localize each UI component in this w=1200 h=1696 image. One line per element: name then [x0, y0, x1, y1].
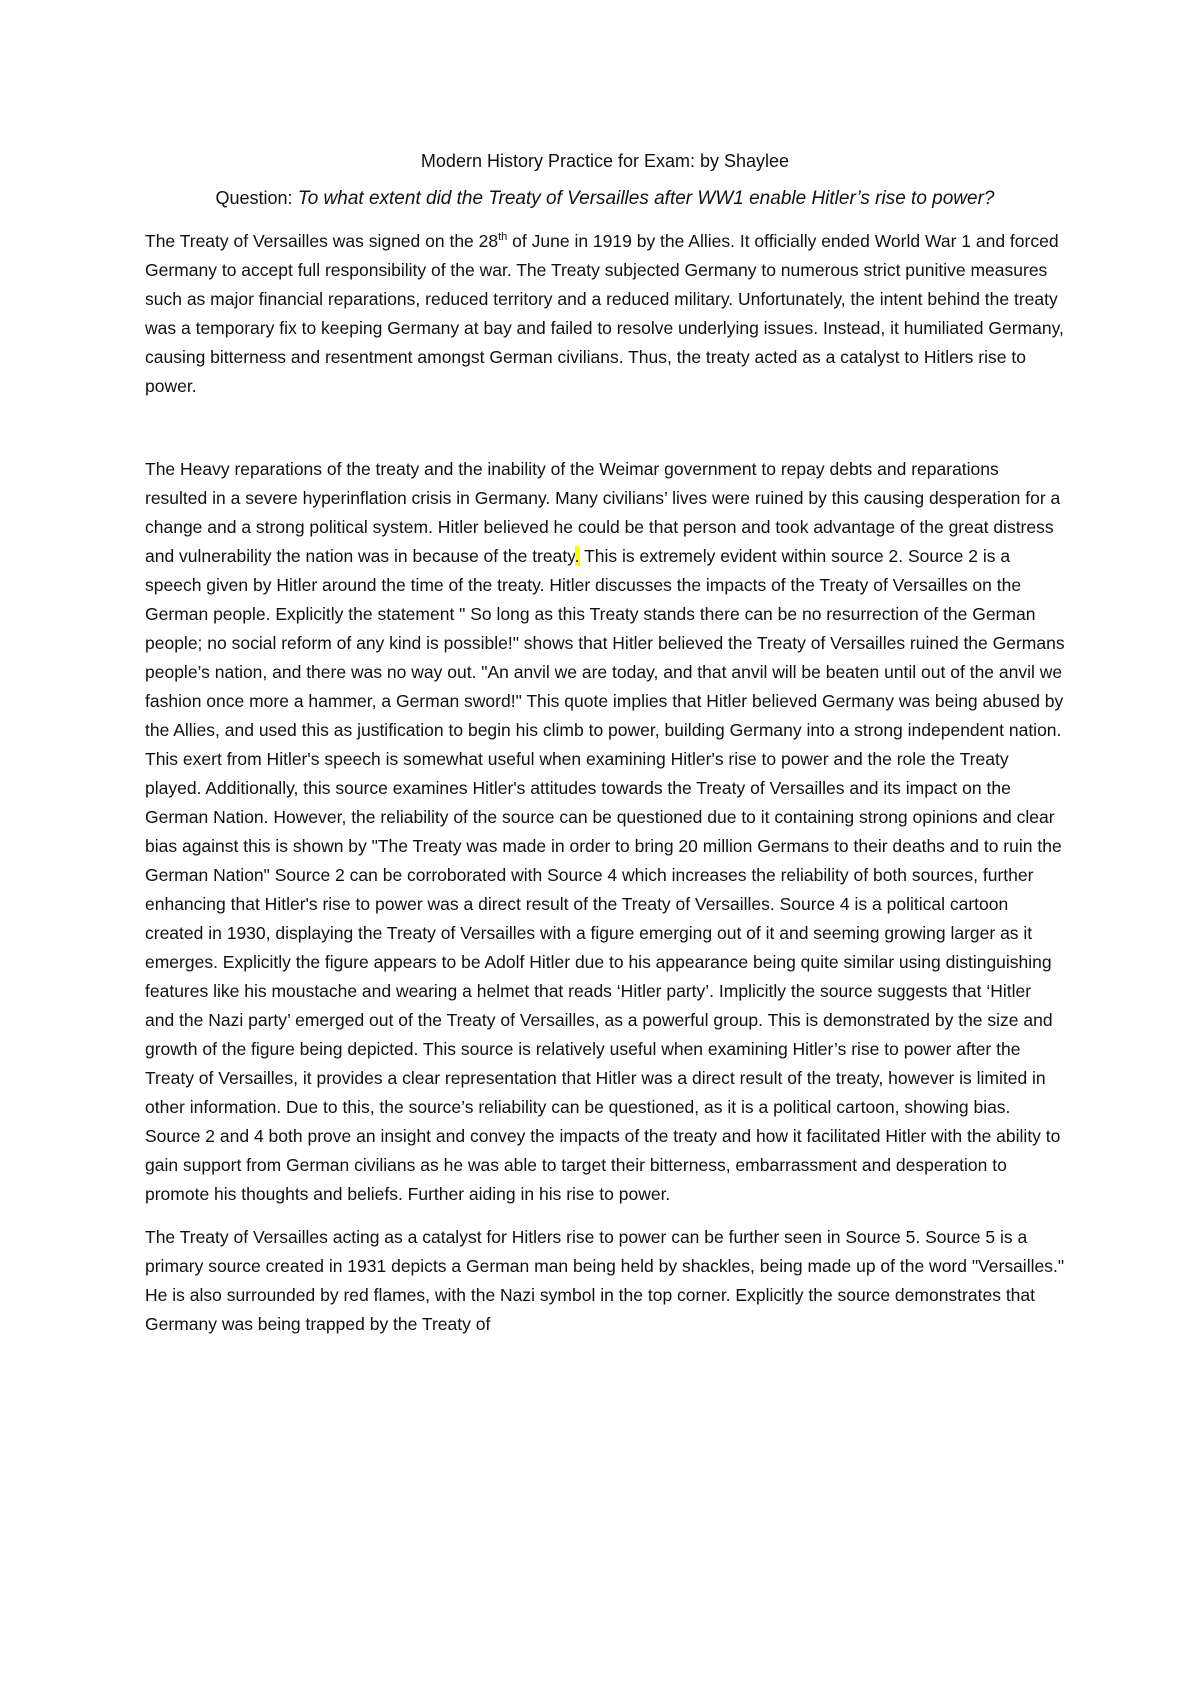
body-paragraph-source-5: The Treaty of Versailles acting as a catalyst for Hitlers rise to power can be further seen in Source 5. Source 5 is a primary source created in 1931 depicts a German man being held by shackles, being made up of the word "Versailles." He is also surrounded by red flames, with the Nazi symbol in the top corner. Explicitly the source demonstrates that Germany was being trapped by the Treaty of [145, 1227, 1065, 1334]
document-title: Modern History Practice for Exam: by Shaylee [420, 151, 790, 171]
question-text: To what extent did the Treaty of Versailles after WW1 enable Hitler’s rise to power? [297, 188, 995, 209]
essay-question [145, 184, 1065, 213]
body-text-start: The Heavy reparations of the treaty and the inability of the Weimar government to repay debts and reparations resulted in a severe hyperinflation crisis in Germany. Many civilians’ lives were ruined by this causing desperation for a change and a strong political system. Hitler believed he could be that person and took advantage of the great distress and vulnerability the nation was in because of the treaty [145, 459, 1061, 566]
document-body [145, 148, 1065, 1339]
question-label: Question: [215, 188, 293, 208]
intro-paragraph [145, 227, 1065, 427]
highlighted-period: . [574, 546, 580, 566]
body-text-rest: This is extremely evident within source 2. Source 2 is a speech given by Hitler around the time of the treaty. Hitler discusses the impacts of the Treaty of Versailles on the German people. Explicitly the statement " So long as this Treaty stands there can be no resurrection of the German people; no social reform of any kind is possible!" shows that Hitler believed the Treaty of Versailles ruined the Germans people’s nation, and there was no way out. "An anvil we are today, and that anvil will be beaten until out of the anvil we fashion once more a hammer, a German sword!" This quote implies that Hitler believed Germany was being abused by the Allies, and used this as justification to begin his climb to power, building Germany into a strong independent nation. This exert from Hitler's speech is somewhat useful when examining Hitler's rise to power and the role the Treaty played. Additionally, this source examines Hitler's attitudes towards the Treaty of Versailles and its impact on the German Nation. However, the reliability of the source can be questioned due to it containing strong opinions and clear bias against this is shown by "The Treaty was made in order to bring 20 million Germans to their deaths and to ruin the German Nation" Source 2 can be corroborated with Source 4 which increases the reliability of both sources, further enhancing that Hitler's rise to power was a direct result of the Treaty of Versailles. Source 4 is a political cartoon created in 1930, displaying the Treaty of Versailles with a figure emerging out of it and seeming growing larger as it emerges. Explicitly the figure appears to be Adolf Hitler due to his appearance being quite similar using distinguishing features like his moustache and wearing a helmet that reads ‘Hitler party’. Implicitly the source suggests that ‘Hitler and the Nazi party’ emerged out of the Treaty of Versailles, as a powerful group. This is demonstrated by the size and growth of the figure being depicted. This source is relatively useful when examining Hitler’s rise to power after the Treaty of Versailles, it provides a clear representation that Hitler was a direct result of the treaty, however is limited in other information. Due to this, the source’s reliability can be questioned, as it is a political cartoon, showing bias. [145, 546, 1065, 1117]
body-paragraph-sources-2-4 [145, 455, 1065, 1122]
body-paragraph-summary: Source 2 and 4 both prove an insight and convey the impacts of the treaty and how it facilitated Hitler with the ability to gain support from German civilians as he was able to target their bitterness, embarrassment and desperation to promote his thoughts and beliefs. Further aiding in his rise to power. [145, 1126, 1061, 1204]
intro-text-start: The Treaty of Versailles was signed on the 28 [145, 231, 499, 251]
ordinal-suffix: th [498, 231, 508, 244]
intro-text-rest: of June in 1919 by the Allies. It officially ended World War 1 and forced Germany to accept full responsibility of the war. The Treaty subjected Germany to numerous strict punitive measures such as major financial reparations, reduced territory and a reduced military. Unfortunately, the intent behind the treaty was a temporary fix to keeping Germany at bay and failed to resolve underlying issues. Instead, it humiliated Germany, causing bitterness and resentment amongst German civilians. Thus, the treaty acted as a catalyst to Hitlers rise to power. [145, 231, 1064, 396]
